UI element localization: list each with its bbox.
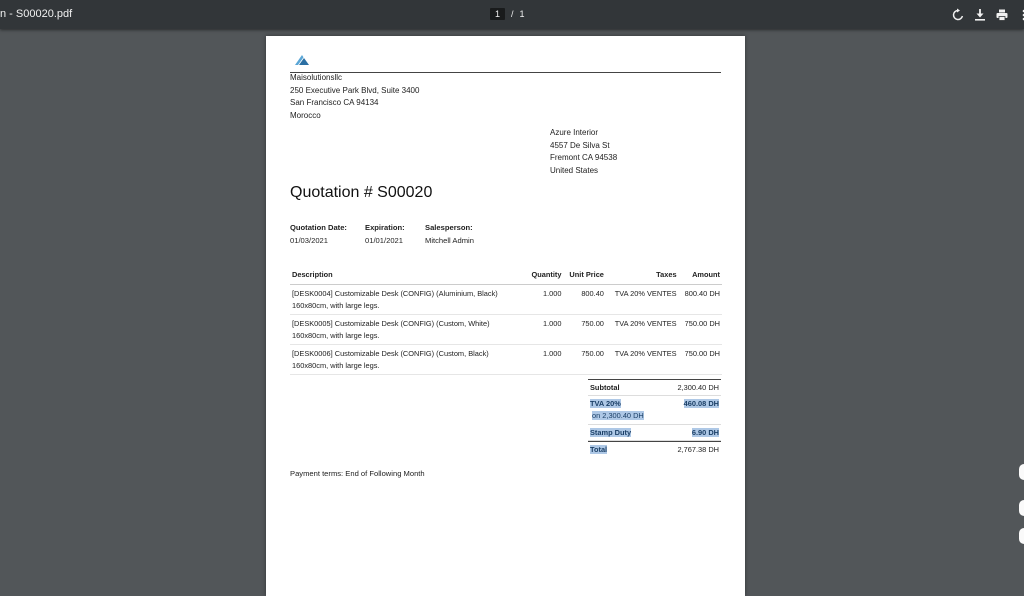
quotation-date (290, 222, 347, 247)
col-unit-price: Unit Price (563, 267, 605, 285)
tax-label: TVA 20% (590, 399, 621, 408)
line-taxes: TVA 20% VENTES (606, 315, 679, 345)
table-row (290, 315, 722, 345)
col-quantity: Quantity (526, 267, 563, 285)
tax-base-row (588, 411, 721, 425)
line-description: [DESK0004] Customizable Desk (CONFIG) (Aluminium, Black) 160x80cm, with large legs. (290, 285, 526, 315)
table-row (290, 285, 722, 315)
line-quantity: 1.000 (526, 345, 563, 375)
line-description: [DESK0006] Customizable Desk (CONFIG) (Custom, Black) 160x80cm, with large legs. (290, 345, 526, 375)
page-separator: / (511, 9, 514, 19)
line-unit-price: 750.00 (563, 345, 605, 375)
col-description: Description (290, 267, 526, 285)
customer-name: Azure Interior (550, 128, 599, 137)
company-street: 250 Executive Park Blvd, Suite 3400 (290, 85, 420, 95)
customer-country: United States (550, 165, 599, 175)
salesperson (425, 222, 474, 247)
more-icon[interactable] (1017, 8, 1024, 22)
line-taxes: TVA 20% VENTES (606, 345, 679, 375)
customer-city: Fremont CA 94538 (550, 153, 618, 163)
line-amount: 800.40 DH (679, 285, 722, 315)
total-row (588, 441, 721, 457)
payment-terms: Payment terms: End of Following Month (290, 469, 425, 478)
salesperson-value: Mitchell Admin (425, 235, 474, 245)
company-address (290, 72, 419, 122)
salesperson-label: Salesperson: (425, 223, 473, 232)
expiration-date (365, 222, 405, 247)
line-quantity: 1.000 (526, 285, 563, 315)
company-name: Maisolutionsllc (290, 73, 343, 82)
total-label: Total (590, 445, 608, 454)
download-icon[interactable] (973, 8, 987, 22)
rotate-icon[interactable] (951, 8, 965, 22)
order-lines-table (290, 267, 722, 375)
total-value: 2,767.38 DH (677, 445, 719, 454)
col-taxes: Taxes (606, 267, 679, 285)
table-header-row (290, 267, 722, 285)
col-amount: Amount (679, 267, 722, 285)
quotation-date-label: Quotation Date: (290, 223, 347, 232)
customer-address (550, 127, 617, 177)
line-quantity: 1.000 (526, 315, 563, 345)
stamp-duty-row (588, 425, 721, 441)
print-icon[interactable] (995, 8, 1009, 22)
expiration-label: Expiration: (365, 223, 405, 232)
tax-base: on 2,300.40 DH (592, 411, 644, 420)
total-pages: 1 (519, 9, 525, 19)
line-amount: 750.00 DH (679, 315, 722, 345)
pdf-page (266, 36, 745, 596)
subtotal-label: Subtotal (590, 383, 620, 392)
stamp-duty-label: Stamp Duty (590, 428, 632, 437)
company-country: Morocco (290, 110, 321, 120)
document-title: n - S00020.pdf (0, 8, 73, 20)
line-taxes: TVA 20% VENTES (606, 285, 679, 315)
tax-value: 460.08 DH (683, 399, 719, 408)
pdf-toolbar (0, 0, 1024, 29)
subtotal-value: 2,300.40 DH (677, 383, 719, 392)
current-page-input[interactable]: 1 (490, 8, 505, 20)
expiration-value: 01/01/2021 (365, 235, 404, 245)
side-control[interactable] (1019, 464, 1024, 480)
line-description: [DESK0005] Customizable Desk (CONFIG) (Custom, White) 160x80cm, with large legs. (290, 315, 526, 345)
subtotal-row (588, 379, 721, 396)
page-indicator (490, 8, 525, 20)
table-row (290, 345, 722, 375)
stamp-duty-value: 6.90 DH (691, 428, 719, 437)
side-control[interactable] (1019, 528, 1024, 544)
totals-box (588, 379, 721, 457)
line-unit-price: 750.00 (563, 315, 605, 345)
quotation-date-value: 01/03/2021 (290, 235, 329, 245)
line-amount: 750.00 DH (679, 345, 722, 375)
company-city: San Francisco CA 94134 (290, 98, 379, 108)
company-logo (294, 53, 310, 65)
tax-row (588, 396, 721, 411)
customer-street: 4557 De Silva St (550, 140, 610, 150)
quotation-title: Quotation # S00020 (290, 184, 433, 201)
side-control[interactable] (1019, 500, 1024, 516)
line-unit-price: 800.40 (563, 285, 605, 315)
